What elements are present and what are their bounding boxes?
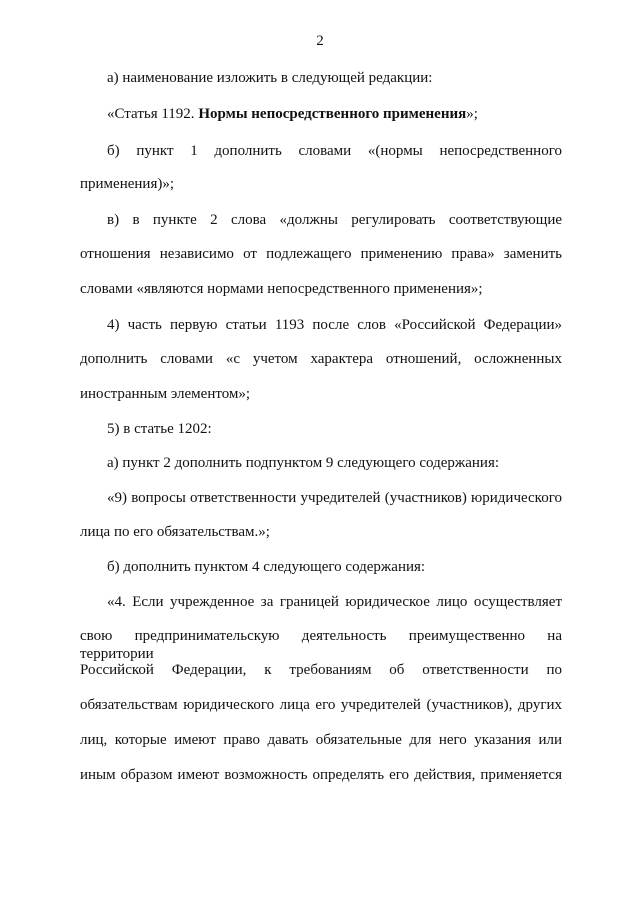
article-title: Нормы непосредственного применения	[198, 106, 467, 122]
text-fragment: »;	[466, 106, 478, 122]
text-line: лиц, которые имеют право давать обязательные для него указания или	[80, 732, 562, 748]
text-line	[107, 105, 478, 123]
text-line: словами «являются нормами непосредственного применения»;	[80, 281, 483, 297]
text-line: б) пункт 1 дополнить словами «(нормы непосредственного	[107, 143, 562, 159]
text-line: лица по его обязательствам.»;	[80, 524, 270, 540]
text-line: Российской Федерации, к требованиям об ответственности по	[80, 662, 562, 678]
text-line: 4) часть первую статьи 1193 после слов «Российской Федерации»	[107, 317, 562, 333]
text-line: отношения независимо от подлежащего применению права» заменить	[80, 246, 562, 262]
text-line: «4. Если учрежденное за границей юридическое лицо осуществляет	[107, 594, 562, 610]
text-line: а) наименование изложить в следующей редакции:	[107, 70, 433, 86]
text-line: в) в пункте 2 слова «должны регулировать соответствующие	[107, 212, 562, 228]
text-line: иным образом имеют возможность определять его действия, применяется	[80, 767, 562, 783]
text-line: применения)»;	[80, 176, 175, 192]
text-fragment: «Статья 1192.	[107, 106, 199, 122]
text-line: б) дополнить пунктом 4 следующего содержания:	[107, 559, 426, 575]
page-number: 2	[316, 33, 324, 49]
text-line: «9) вопросы ответственности учредителей (участников) юридического	[107, 490, 562, 506]
text-line: дополнить словами «с учетом характера отношений, осложненных	[80, 351, 562, 367]
text-line: а) пункт 2 дополнить подпунктом 9 следующего содержания:	[107, 455, 500, 471]
text-line: обязательствам юридического лица его учредителей (участников), других	[80, 697, 562, 713]
text-line: иностранным элементом»;	[80, 386, 251, 402]
text-line: свою предпринимательскую деятельность преимущественно на территории	[80, 628, 562, 662]
text-line: 5) в статье 1202:	[107, 421, 212, 437]
